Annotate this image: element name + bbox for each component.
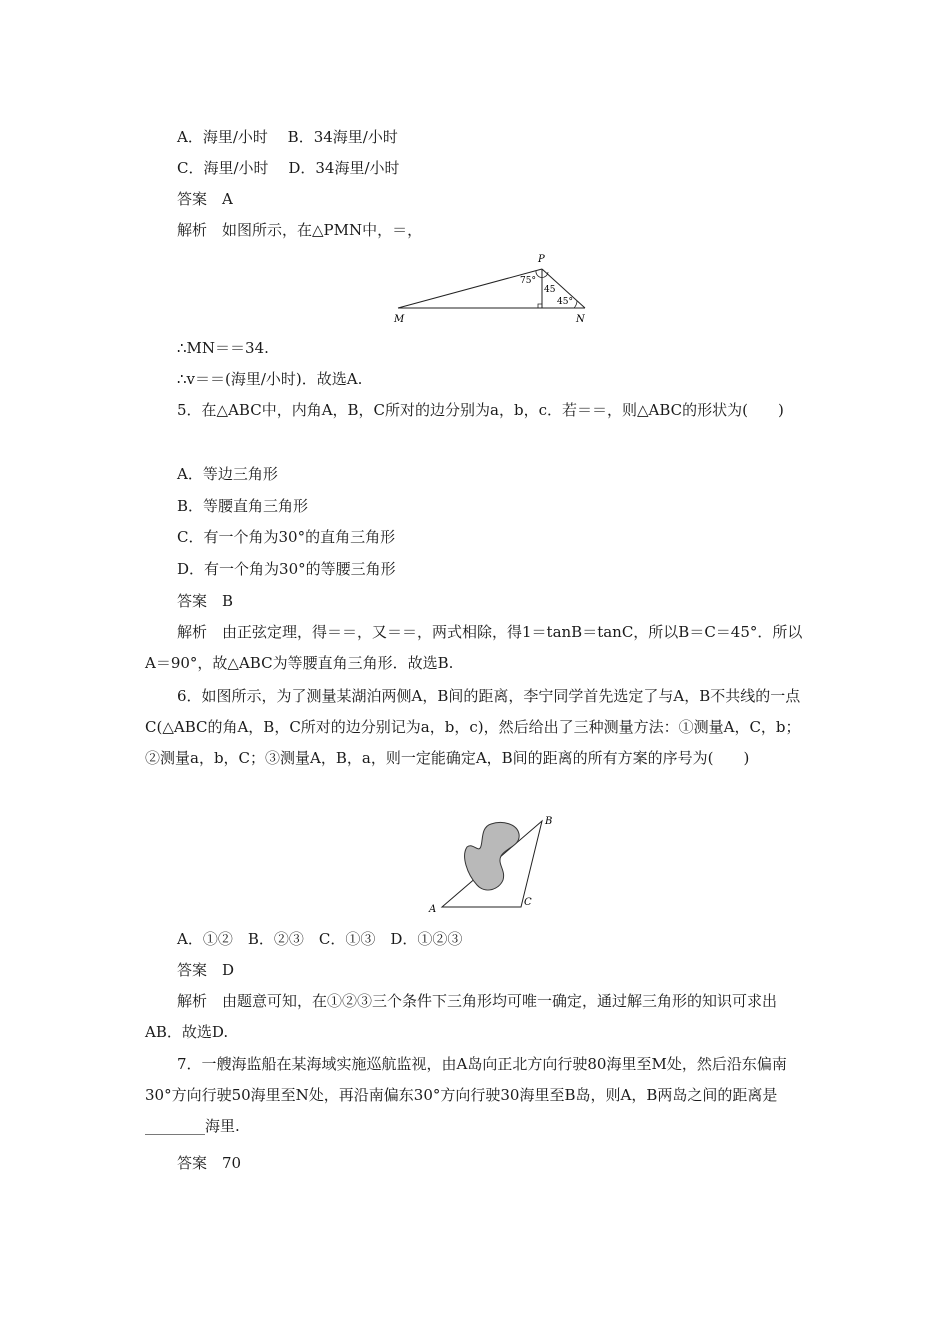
q5-analysis: 解析 由正弦定理，得＝＝，又＝＝，两式相除，得1＝tanB＝tanC，所以B＝C＝45°．所以A＝90°，故△ABC为等腰直角三角形．故选B. bbox=[145, 623, 803, 672]
q7-answer: 答案 70 bbox=[177, 1154, 242, 1172]
label-c: C bbox=[524, 897, 532, 908]
q5-option-a: A．等边三角形 bbox=[177, 465, 278, 483]
q5-answer: 答案 B bbox=[177, 592, 234, 610]
label-angle-45-b: 45° bbox=[557, 297, 573, 307]
q6-options: A．①② B．②③ C．①③ D．①②③ bbox=[177, 930, 463, 948]
q4-option-d: D．34海里/小时 bbox=[288, 159, 400, 177]
q5-option-c: C．有一个角为30°的直角三角形 bbox=[177, 528, 396, 546]
label-angle-75: 75° bbox=[520, 276, 536, 286]
triangle-pmn-figure bbox=[390, 250, 595, 325]
right-angle-mark bbox=[538, 304, 542, 308]
q4-option-a: A．海里/小时 bbox=[177, 128, 268, 146]
q4-options-row-1 bbox=[177, 127, 398, 147]
q4-options-row-2 bbox=[177, 158, 400, 178]
q5-option-d: D．有一个角为30°的等腰三角形 bbox=[177, 560, 396, 578]
q5-stem: 5．在△ABC中，内角A，B，C所对的边分别为a，b，c．若＝＝，则△ABC的形状为( ) bbox=[177, 401, 784, 419]
label-angle-45-a: 45 bbox=[544, 285, 556, 295]
q6-answer: 答案 D bbox=[177, 961, 235, 979]
label-b: B bbox=[545, 816, 553, 827]
q7-stem: 7．一艘海监船在某海域实施巡航监视，由A岛向正北方向行驶80海里至M处，然后沿东偏南30°方向行驶50海里至N处，再沿南偏东30°方向行驶30海里至B岛，则A，B两岛之间的距离是________海里. bbox=[145, 1055, 787, 1135]
lake-abc-figure bbox=[425, 812, 565, 914]
q4-step-2: ∴v＝＝(海里/小时)．故选A. bbox=[177, 370, 363, 388]
q5-option-b: B．等腰直角三角形 bbox=[177, 497, 309, 515]
lake-shape bbox=[465, 822, 520, 890]
label-a: A bbox=[429, 904, 437, 914]
label-m: M bbox=[394, 314, 405, 325]
label-n: N bbox=[576, 314, 585, 325]
q4-analysis: 解析 如图所示，在△PMN中，＝， bbox=[177, 221, 423, 239]
q4-option-b: B．34海里/小时 bbox=[287, 128, 398, 146]
q4-step-1: ∴MN＝＝34. bbox=[177, 339, 269, 357]
q4-answer: 答案 A bbox=[177, 190, 233, 208]
q6-analysis: 解析 由题意可知，在①②③三个条件下三角形均可唯一确定，通过解三角形的知识可求出AB．故选D. bbox=[145, 992, 778, 1041]
angle-arc-n bbox=[574, 301, 577, 308]
q6-stem: 6．如图所示，为了测量某湖泊两侧A，B间的距离，李宁同学首先选定了与A，B不共线的一点C(△ABC的角A，B，C所对的边分别记为a，b，c)，然后给出了三种测量方法：①测量A，C，b；②测量a，b，C；③测量A，B，a，则一定能确定A，B间的距离的所有方案的序号为( ) bbox=[145, 687, 801, 767]
q4-option-c: C．海里/小时 bbox=[177, 159, 269, 177]
label-p: P bbox=[538, 254, 545, 265]
segment-mp bbox=[398, 269, 542, 308]
